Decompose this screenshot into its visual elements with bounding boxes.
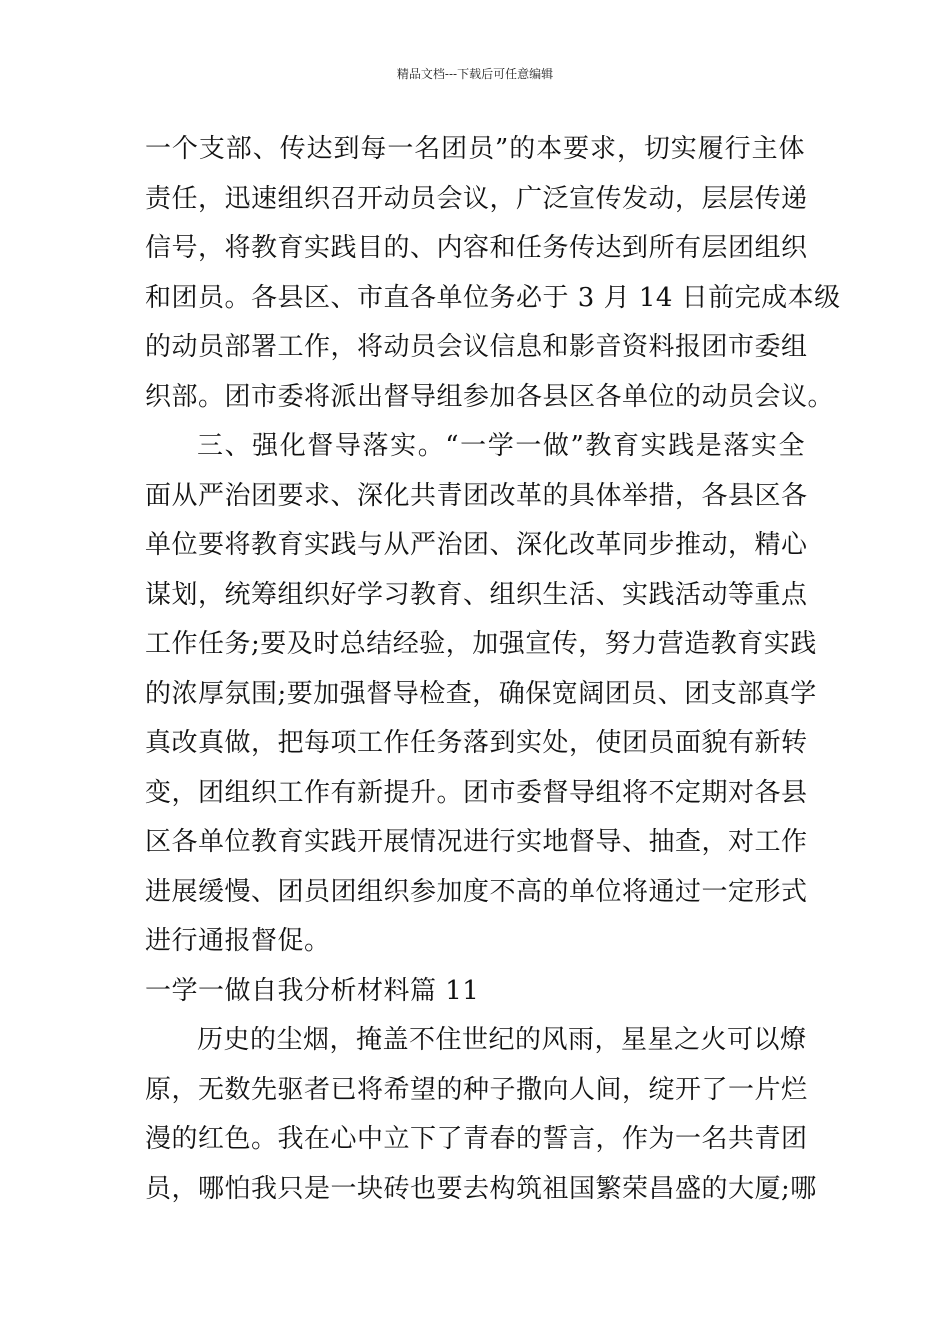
paragraph-line: 真改真做，把每项工作任务落到实处，使团员面貌有新转 <box>145 728 808 758</box>
paragraph-line: 工作任务;要及时总结经验，加强宣传，努力营造教育实践 <box>145 629 817 659</box>
paragraph-line: 进行通报督促。 <box>145 926 331 956</box>
paragraph-line: 谋划，统筹组织好学习教育、组织生活、实践活动等重点 <box>145 579 808 610</box>
paragraph-line: 变，团组织工作有新提升。团市委督导组将不定期对各县 <box>145 777 808 808</box>
paragraph-line: 原，无数先驱者已将希望的种子撒向人间，绽开了一片烂 <box>145 1074 808 1105</box>
paragraph-line: 信号，将教育实践目的、内容和任务传达到所有层团组织 <box>145 233 808 263</box>
paragraph-line: 和团员。各县区、市直各单位务必于 3 月 14 日前完成本级 <box>145 282 841 313</box>
document-body <box>145 125 841 1214</box>
paragraph-line: 漫的红色。我在心中立下了青春的誓言，作为一名共青团 <box>145 1124 808 1154</box>
paragraph-line: 面从严治团要求、深化共青团改革的具体举措，各县区各 <box>145 480 808 511</box>
paragraph-line: 的动员部署工作，将动员会议信息和影音资料报团市委组 <box>145 332 808 362</box>
paragraph-line: 员，哪怕我只是一块砖也要去构筑祖国繁荣昌盛的大厦;哪 <box>145 1173 817 1204</box>
paragraph-line: 单位要将教育实践与从严治团、深化改革同步推动，精心 <box>145 530 808 560</box>
paragraph-line: 责任，迅速组织召开动员会议，广泛宣传发动，层层传递 <box>145 183 808 214</box>
paragraph-line: 的浓厚氛围;要加强督导检查，确保宽阔团员、团支部真学 <box>145 678 817 709</box>
paragraph-line: 织部。团市委将派出督导组参加各县区各单位的动员会议。 <box>145 381 835 412</box>
section-heading: 一学一做自我分析材料篇 11 <box>145 975 480 1006</box>
paragraph-line: 历史的尘烟，掩盖不住世纪的风雨，星星之火可以燎 <box>197 1025 807 1055</box>
paragraph-line: 区各单位教育实践开展情况进行实地督导、抽查，对工作 <box>145 827 808 857</box>
paragraph-line: 三、强化督导落实。“一学一做”教育实践是落实全 <box>197 431 805 461</box>
paragraph-line: 进展缓慢、团员团组织参加度不高的单位将通过一定形式 <box>145 876 808 907</box>
paragraph-line: 一个支部、传达到每一名团员”的本要求，切实履行主体 <box>145 134 805 164</box>
page-header: 精品文档---下载后可任意编辑 <box>396 67 554 81</box>
